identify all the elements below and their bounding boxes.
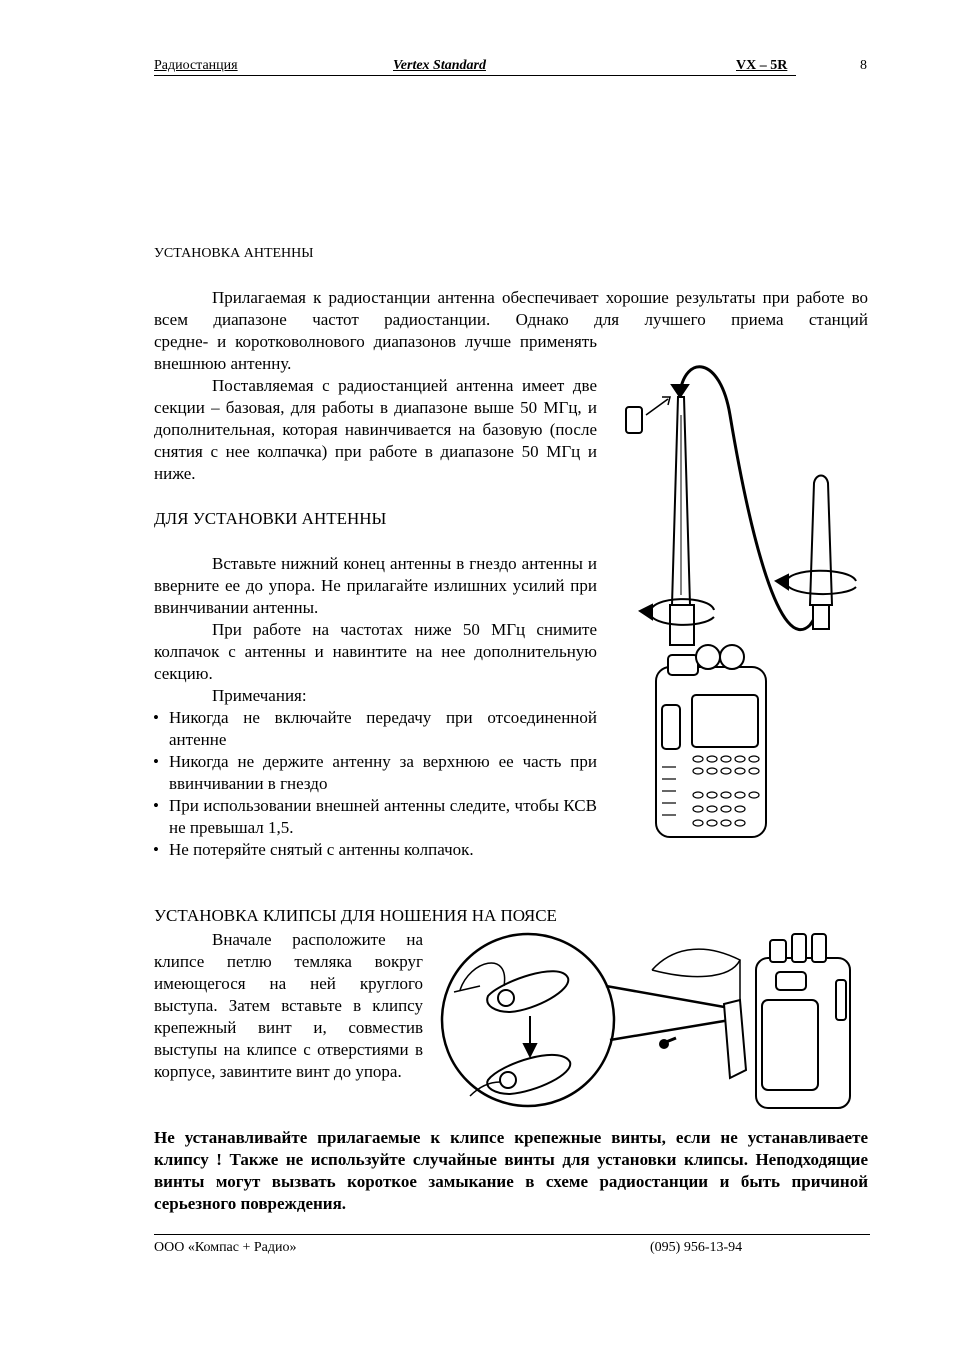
clip-illustration xyxy=(440,920,860,1120)
header-brand: Vertex Standard xyxy=(393,58,486,73)
notes-list xyxy=(154,707,597,861)
footer-company: ООО «Компас + Радио» xyxy=(154,1240,297,1255)
footer-phone: (095) 956-13-94 xyxy=(650,1240,743,1255)
notes-label: Примечания: xyxy=(212,686,307,705)
install-paragraph-2: При работе на частотах ниже 50 МГц снимите колпачок с антенны и навинтите на нее дополнительную секцию. xyxy=(154,620,597,683)
note-item: • Не потеряйте снятый с антенны колпачок. xyxy=(154,839,597,861)
section-title-install: ДЛЯ УСТАНОВКИ АНТЕННЫ xyxy=(154,509,387,528)
note-item: • Никогда не включайте передачу при отсоединенной антенне xyxy=(154,707,597,751)
antenna-paragraph-1-tail: средне- и коротковолнового диапазонов лучше применять внешнюю антенну. xyxy=(154,332,597,373)
section-title-clip: УСТАНОВКА КЛИПСЫ ДЛЯ НОШЕНИЯ НА ПОЯСЕ xyxy=(154,906,557,925)
header-left: Радиостанция xyxy=(154,58,238,73)
antenna-paragraph-2: Поставляемая с радиостанцией антенна имеет две секции – базовая, для работы в диапазоне выше 50 МГц, и дополнительная, которая навинчивается на базовую (после снятия с нее колпачка) при работе в диапазоне 50 МГц и ниже. xyxy=(154,376,597,483)
header-model: VX – 5R xyxy=(736,58,788,73)
note-item: • Никогда не держите антенну за верхнюю ее часть при ввинчивании в гнездо xyxy=(154,751,597,795)
antenna-illustration xyxy=(610,355,870,850)
section-title-antenna: УСТАНОВКА АНТЕННЫ xyxy=(154,246,314,261)
install-paragraph-1: Вставьте нижний конец антенны в гнездо антенны и вверните ее до упора. Не прилагайте излишних усилий при ввинчивании антенны. xyxy=(154,554,597,617)
page-number: 8 xyxy=(860,58,867,73)
antenna-paragraph-1: Прилагаемая к радиостанции антенна обеспечивает хорошие результаты при работе во всем диапазоне частот радиостанции. Однако для лучшего приема станций xyxy=(154,288,868,329)
header-rule xyxy=(154,75,796,76)
note-item: • При использовании внешней антенны следите, чтобы КСВ не превышал 1,5. xyxy=(154,795,597,839)
footer-rule xyxy=(154,1234,870,1235)
warning-text: Не устанавливайте прилагаемые к клипсе крепежные винты, если не устанавливаете клипсу ! Также не используйте случайные винты для установки клипсы. Неподходящие винты могут вызвать короткое замыкание в схеме радиостанции и быть причиной серьезного повреждения. xyxy=(154,1128,868,1213)
clip-paragraph: Вначале расположите на клипсе петлю темляка вокруг имеющегося на ней круглого выступа. Затем вставьте в клипсу крепежный винт и, совместив выступы на клипсе с отверстиями в корпусе, завинтите винт до упора. xyxy=(154,930,423,1081)
